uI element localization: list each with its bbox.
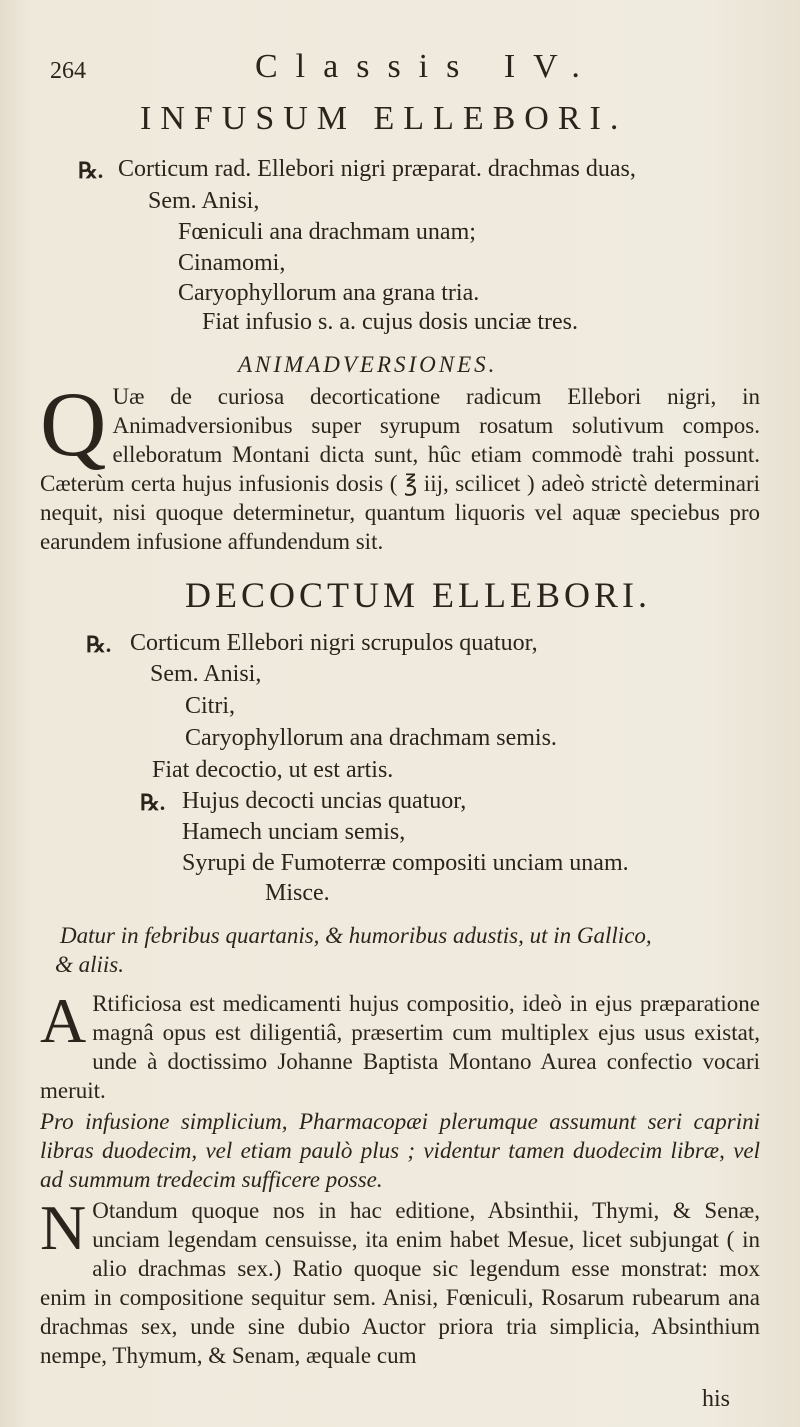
usage-line: Datur in febribus quartanis, & humoribus adustis, ut in Gallico, xyxy=(60,923,652,948)
recipe-line: Cinamomi, xyxy=(178,250,286,276)
pro-infusione-paragraph: Pro infusione simplicium, Pharmacopæi plerumque assumunt seri caprini libras duodecim, vel etiam paulò plus ; videntur tamen duodecim libræ, vel ad summum tredecim sufficere posse. xyxy=(40,1109,760,1192)
recipe-line: Hamech unciam semis, xyxy=(182,819,406,845)
artificiosa-paragraph xyxy=(40,985,760,1105)
recipe-line: Citri, xyxy=(185,693,236,719)
animadversiones-heading: ANIMADVERSIONES. xyxy=(238,352,498,377)
drop-cap: Q xyxy=(40,373,107,475)
recipe-line: Hujus decocti uncias quatuor, xyxy=(182,788,467,814)
recipe-line: Caryophyllorum ana grana tria. xyxy=(178,280,480,306)
paragraph-text: Otandum quoque nos in hac editione, Absinthii, Thymi, & Senæ, unciam legendam censuisse, ita enim habet Mesue, licet subjungat ( in alio drachmas sex.) Ratio quoque sic legendum esse monstrat: mox enim in compositione sequitur sem. Anisi, Fœniculi, Rosarum rubearum ana drachmas sex, unde sine dubio Auctor priora tria simplicia, Absinthium nempe, Thymum, & Senam, æquale cum xyxy=(40,1198,760,1368)
recipe-line: Fiat decoctio, ut est artis. xyxy=(152,757,394,783)
section-title-infusum: INFUSUM ELLEBORI. xyxy=(140,100,628,137)
recipe-line: Caryophyllorum ana drachmam semis. xyxy=(185,725,557,751)
recipe-line: Sem. Anisi, xyxy=(150,661,262,687)
section-title-decoctum: DECOCTUM ELLEBORI. xyxy=(185,575,651,615)
recipe-line: Corticum Ellebori nigri scrupulos quatuor, xyxy=(130,630,538,656)
recipe-line: Fiat infusio s. a. cujus dosis unciæ tres. xyxy=(202,309,578,335)
recipe-symbol: ℞. xyxy=(78,158,104,183)
recipe-symbol: ℞. xyxy=(86,632,112,657)
usage-line: & aliis. xyxy=(55,952,125,977)
recipe-line: Corticum rad. Ellebori nigri præparat. drachmas duas, xyxy=(118,156,636,182)
animadversiones-paragraph xyxy=(40,373,760,556)
recipe-symbol: ℞. xyxy=(140,790,166,815)
paragraph-text: Uæ de curiosa decorticatione radicum Ellebori nigri, in Animadversionibus super syrupum rosatum solutivum compos. elleboratum Montani dicta sunt, hûc etiam commodè trahi possunt. Cæterùm certa hujus infusionis dosis ( ℥ iij, scilicet ) adeò strictè determinari nequit, nisi quoque determinetur, quantum liquoris vel aquæ speciebus pro earundem infusione affundendum sit. xyxy=(40,384,760,554)
recipe-line: Fœniculi ana drachmam unam; xyxy=(178,219,476,245)
recipe-line: Sem. Anisi, xyxy=(148,188,260,214)
running-title: Classis IV. xyxy=(255,48,598,85)
drop-cap: N xyxy=(40,1192,87,1263)
catchword: his xyxy=(701,1386,730,1412)
recipe-line: Misce. xyxy=(265,880,330,906)
recipe-line: Syrupi de Fumoterræ compositi unciam unam. xyxy=(182,850,629,876)
notandum-paragraph xyxy=(40,1192,760,1370)
page-number: 264 xyxy=(50,58,86,84)
paragraph-text: Rtificiosa est medicamenti hujus compositio, ideò in ejus præparatione magnâ opus est diligentiâ, præsertim cum multiplex ejus usus existat, unde à doctissimo Johanne Baptista Montano Aurea confectio vocari meruit. xyxy=(40,991,760,1103)
drop-cap: A xyxy=(40,985,87,1056)
